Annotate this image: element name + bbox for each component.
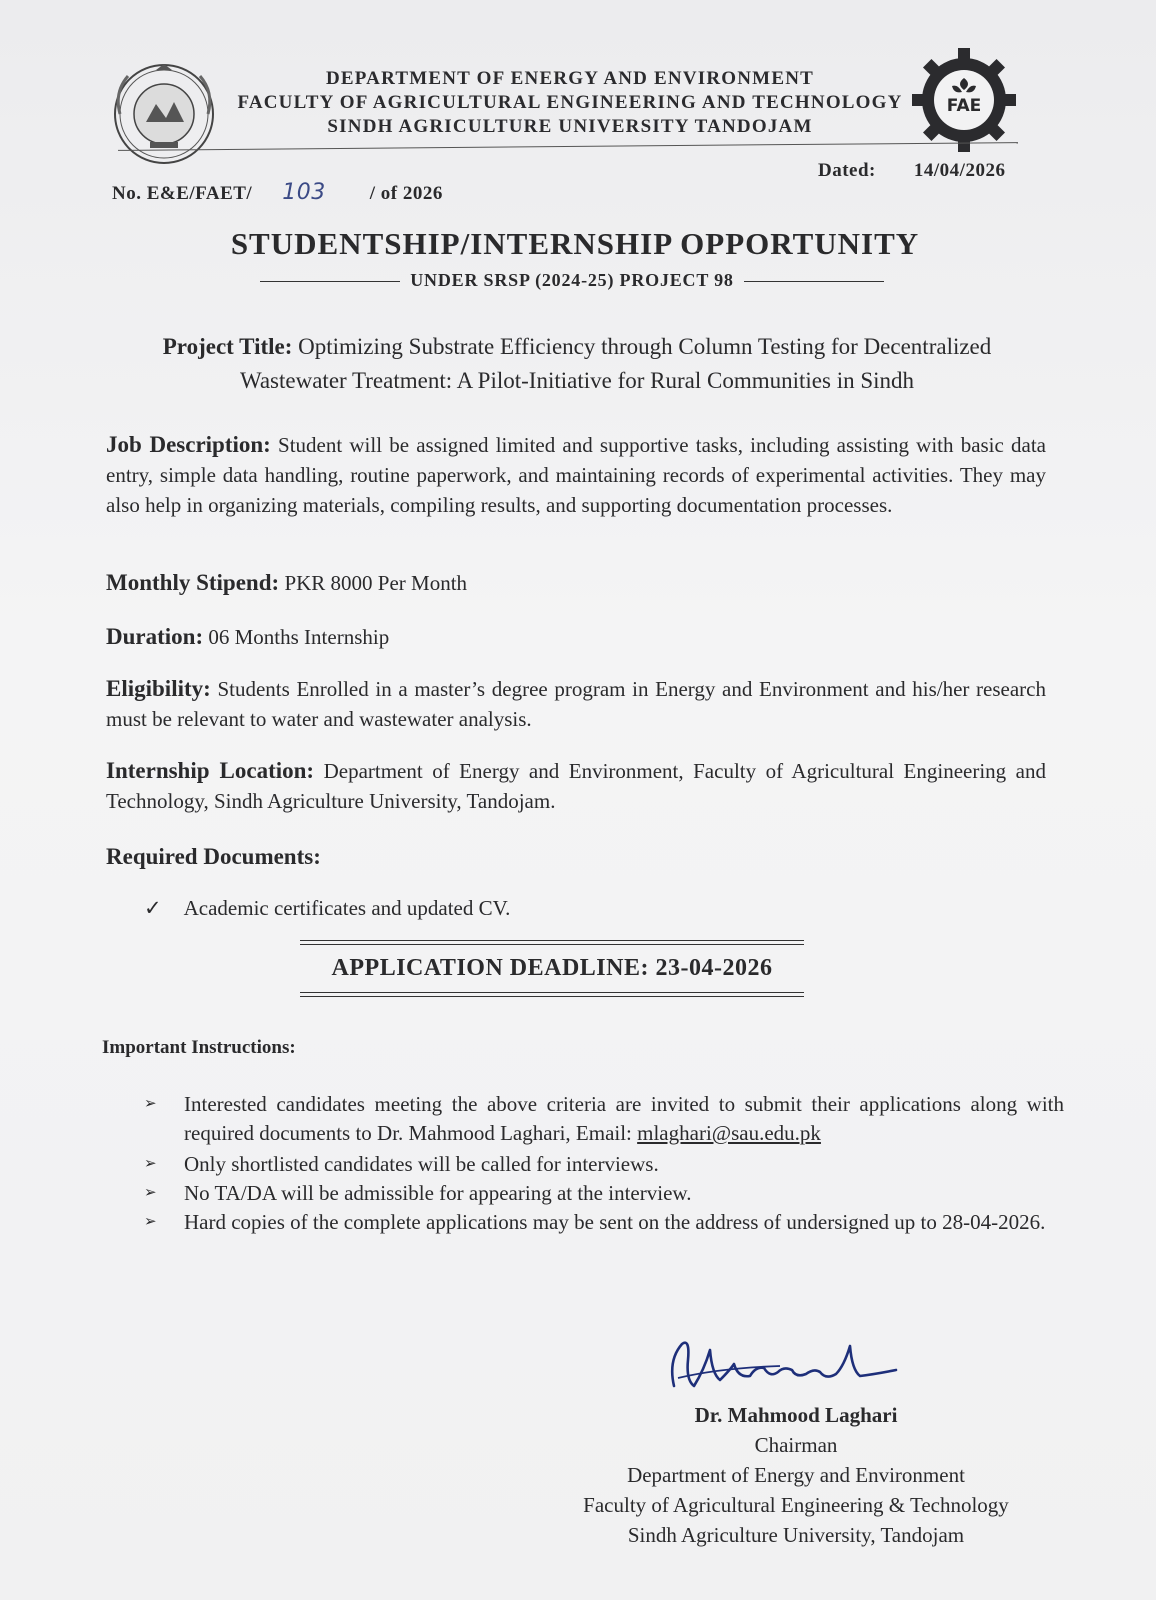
documents-label: Required Documents:: [106, 844, 321, 869]
fae-logo-text: FAE: [946, 96, 982, 116]
dated-label: Dated:: [818, 160, 876, 181]
duration-value: 06 Months Internship: [208, 625, 390, 649]
reference-handwritten-number: 103: [282, 180, 326, 205]
arrow-bullet-icon: ➢: [144, 1156, 157, 1172]
project-title-value: Optimizing Substrate Efficiency through Column Testing for Decentralized Wastewater Treatment: A Pilot-Initiative for Rural Communities in Sindh: [239, 334, 992, 393]
header-divider: [118, 142, 1018, 151]
email-link[interactable]: mlaghari@sau.edu.pk: [637, 1121, 821, 1145]
project-title: [118, 330, 1036, 398]
page-subtitle: [222, 270, 922, 291]
deadline-rule-top-1: [300, 940, 804, 941]
signatory-title: Chairman: [754, 1433, 838, 1457]
subtitle-rule-right: [744, 281, 884, 282]
date-line: [818, 160, 1005, 182]
instruction-text-2: Only shortlisted candidates will be called for interviews.: [184, 1152, 659, 1176]
signatory-faculty: Faculty of Agricultural Engineering & Technology: [583, 1493, 1009, 1517]
document-item-text: Academic certificates and updated CV.: [183, 896, 511, 920]
list-item: [144, 1090, 1064, 1148]
location-label: Internship Location:: [106, 758, 315, 783]
deadline-text: APPLICATION DEADLINE: 23-04-2026: [331, 955, 773, 981]
signatory-name: [536, 1400, 1056, 1430]
arrow-bullet-icon: ➢: [144, 1096, 157, 1112]
internship-location: [106, 756, 1046, 816]
arrow-bullet-icon: ➢: [144, 1185, 157, 1201]
reference-prefix: No. E&E/FAET/: [112, 183, 253, 204]
list-item: [144, 1179, 1064, 1208]
handwritten-signature: [660, 1330, 920, 1400]
required-documents-heading: [106, 842, 1046, 872]
instruction-text-4: Hard copies of the complete applications may be sent on the address of undersigned up to 28-04-2026.: [184, 1210, 1046, 1234]
project-title-label: Project Title:: [162, 334, 293, 359]
instruction-1-body: Interested candidates meeting the above criteria are invited to submit their applications along with required documents to Dr. Mahmood Laghari, Email:: [184, 1092, 1064, 1145]
reference-suffix: / of 2026: [369, 183, 443, 204]
eligibility-value: Students Enrolled in a master’s degree program in Energy and Environment and his/her research must be relevant to water and wastewater analysis.: [106, 677, 1047, 731]
page-title: STUDENTSHIP/INTERNSHIP OPPORTUNITY: [230, 226, 920, 261]
signatory-university: Sindh Agriculture University, Tandojam: [627, 1523, 965, 1547]
reference-number: [112, 180, 443, 205]
list-item: [144, 1208, 1064, 1266]
deadline-rule-bottom-2: [300, 996, 804, 997]
eligibility-label: Eligibility:: [106, 676, 211, 701]
deadline-rule-bottom-1: [300, 992, 804, 993]
job-description-value: Student will be assigned limited and supportive tasks, including assisting with basic data entry, simple data handling, routine paperwork, and maintaining records of experimental activities. They may also help in organizing materials, compiling results, and supporting documentation processes.: [106, 433, 1046, 517]
department-heading: DEPARTMENT OF ENERGY AND ENVIRONMENT: [325, 68, 814, 89]
university-heading: SINDH AGRICULTURE UNIVERSITY TANDOJAM: [327, 116, 813, 137]
instructions-heading: Important Instructions:: [102, 1037, 296, 1058]
instruction-text-3: No TA/DA will be admissible for appearing at the interview.: [184, 1181, 692, 1205]
subtitle-text: UNDER SRSP (2024-25) PROJECT 98: [410, 270, 734, 290]
location-value: Department of Energy and Environment, Faculty of Agricultural Engineering and Technology, Sindh Agriculture University, Tandojam.: [106, 759, 1046, 813]
eligibility: [106, 674, 1046, 734]
faculty-heading: FACULTY OF AGRICULTURAL ENGINEERING AND TECHNOLOGY: [237, 92, 903, 113]
stipend-label: Monthly Stipend:: [106, 570, 280, 595]
duration: [106, 622, 1046, 652]
dated-value: 14/04/2026: [913, 160, 1006, 181]
deadline-rule-top-2: [300, 944, 804, 945]
subtitle-rule-left: [260, 281, 400, 282]
instruction-text-1: [184, 1090, 1064, 1148]
signatory-department: Department of Energy and Environment: [627, 1463, 965, 1487]
deadline-banner: [300, 940, 804, 1000]
monthly-stipend: [106, 568, 1046, 598]
checkmark-icon: ✓: [144, 896, 162, 920]
arrow-bullet-icon: ➢: [144, 1214, 157, 1230]
duration-label: Duration:: [106, 624, 204, 649]
list-item: [144, 896, 510, 921]
stipend-value: PKR 8000 Per Month: [284, 571, 468, 595]
job-description: [106, 430, 1046, 520]
signatory-name-text: Dr. Mahmood Laghari: [694, 1403, 898, 1427]
job-description-label: Job Description:: [106, 432, 271, 457]
list-item: [144, 1150, 1064, 1179]
